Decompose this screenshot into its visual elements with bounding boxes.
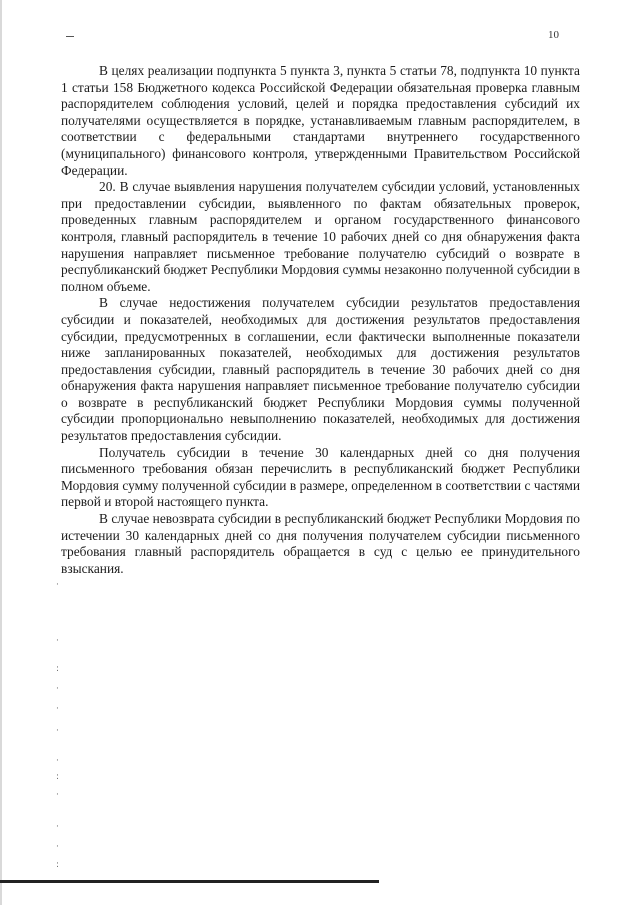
document-body: [61, 63, 580, 577]
paragraph-20-violation-return: 20. В случае выявления нарушения получателем субсидии условий, установленных при предоставлении субсидии, выявленного по фактам обязательных проверок, проведенных главным распорядителем и органом государственного финансового контроля, главный распорядитель в течение 10 рабочих дней со дня обнаружения факта нарушения направляет письменное требование получателю субсидий о возврате в республиканский бюджет Республики Мордовия суммы незаконно полученной субсидии в полном объеме.: [61, 179, 580, 294]
scan-corner-mark: [66, 36, 74, 37]
page-number: 10: [548, 29, 559, 41]
scan-bleed-through-marks: · · : · · · · : · · · :: [56, 580, 60, 870]
paragraph-court-recovery: В случае невозврата субсидии в республиканский бюджет Республики Мордовия по истечении 30 календарных дней со дня получения получателем субсидии письменного требования главный распорядитель обращается в суд с целью ее принудительного взыскания.: [61, 511, 580, 576]
scan-edge-shadow: [0, 0, 2, 905]
scan-bottom-edge: [0, 880, 379, 883]
paragraph-return-deadline: Получатель субсидии в течение 30 календарных дней со дня получения письменного требования обязан перечислить в республиканский бюджет Республики Мордовия сумму полученной субсидии в размере, определенном в соответствии с частями первой и второй настоящего пункта.: [61, 444, 580, 510]
paragraph-results-not-achieved: В случае недостижения получателем субсидии результатов предоставления субсидии и показателей, необходимых для достижения результатов предоставления субсидии, предусмотренных в соглашении, если фактически выполненные показатели ниже запланированных показателей, необходимых для достижения результатов предоставления субсидии, главный распорядитель в течение 30 рабочих дней со дня обнаружения факта нарушения направляет письменное требование получателю субсидии о возврате в республиканский бюджет Республики Мордовия суммы полученной субсидии пропорционально невыполнению показателей, необходимых для достижения результатов предоставления субсидии.: [61, 295, 580, 444]
paragraph-control-procedure: В целях реализации подпункта 5 пункта 3, пункта 5 статьи 78, подпункта 10 пункта 1 статьи 158 Бюджетного кодекса Российской Федерации обязательная проверка главным распорядителем соблюдения условий, целей и порядка предоставления субсидий их получателями осуществляется в порядке, устанавливаемым главным распорядителем, в соответствии с федеральными стандартами внутреннего государственного (муниципального) финансового контроля, утвержденными Правительством Российской Федерации.: [61, 63, 580, 178]
